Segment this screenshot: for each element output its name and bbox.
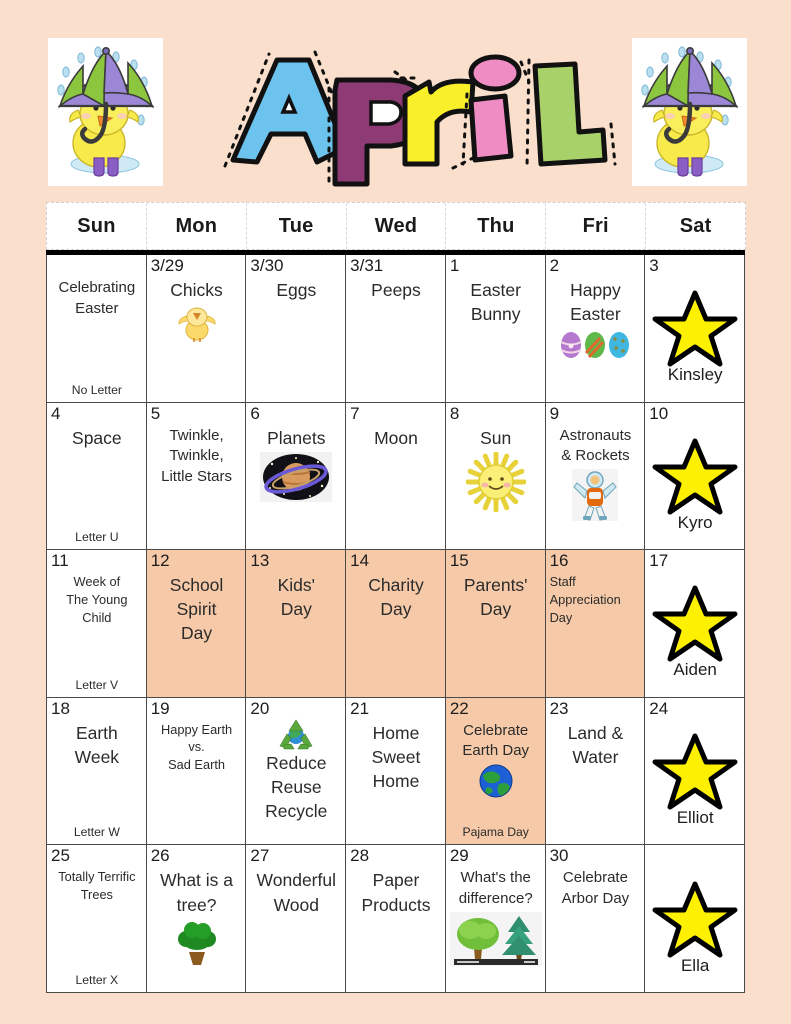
day-footer-text: Letter X — [75, 973, 119, 987]
weekday-header-thu: Thu — [446, 203, 546, 249]
birthday-star — [649, 719, 741, 842]
day-content — [51, 276, 143, 383]
day-number: 15 — [449, 551, 469, 571]
day-number: 20 — [250, 698, 270, 718]
sun-icon — [466, 452, 526, 512]
day-text-line: & Rockets — [561, 447, 630, 465]
day-text-line: Paper — [372, 870, 420, 891]
day-text-line: Products — [361, 894, 431, 915]
day-content — [450, 571, 542, 694]
day-number: 13 — [250, 551, 270, 571]
birthday-star — [649, 866, 741, 989]
day-number: 16 — [549, 551, 569, 571]
day-text-line: Earth — [75, 722, 118, 743]
day-text-line: Charity — [368, 575, 424, 596]
day-text-line: Kids' — [277, 575, 315, 596]
star-label: Elliot — [676, 808, 714, 828]
day-footer-text: Letter W — [73, 825, 120, 840]
day-text-line: What is a — [160, 870, 234, 891]
day-text-line: Sad Earth — [168, 757, 226, 773]
day-content — [450, 276, 542, 399]
calendar-day-cell[interactable] — [546, 845, 646, 993]
day-text-line: Home — [372, 771, 420, 792]
day-content — [450, 719, 542, 826]
day-text-line: vs. — [188, 739, 205, 755]
day-content — [350, 276, 442, 399]
star-label: Kinsley — [667, 365, 723, 385]
day-text-line: Land & — [567, 722, 624, 743]
star-icon — [651, 584, 739, 664]
chick-icon — [177, 304, 217, 342]
day-footer-text: Pajama Day — [462, 825, 529, 840]
day-content — [51, 866, 143, 973]
chick-with-umbrella-icon-right — [632, 38, 747, 186]
easter-eggs-icon — [558, 328, 632, 360]
day-text-line: Astronauts — [559, 426, 632, 444]
calendar-day-cell[interactable] — [546, 698, 646, 846]
calendar-day-cell[interactable] — [446, 698, 546, 846]
day-text-line: Happy Earth — [160, 721, 233, 737]
day-text-line: Arbor Day — [561, 890, 630, 908]
day-text-line: Sun — [480, 427, 512, 448]
calendar-day-cell[interactable] — [546, 403, 646, 551]
calendar-day-cell[interactable] — [147, 698, 247, 846]
birthday-star — [649, 276, 741, 399]
day-text-line: Appreciation — [549, 591, 621, 607]
day-number: 4 — [51, 403, 61, 423]
earth-icon — [479, 764, 513, 798]
day-content — [550, 719, 642, 842]
calendar-day-cell[interactable] — [246, 255, 346, 403]
day-text-line: Week of — [73, 574, 121, 590]
day-footer-text: No Letter — [71, 382, 122, 397]
day-text-line: The Young — [66, 591, 128, 607]
weekday-header-tue: Tue — [247, 203, 347, 249]
day-content — [250, 276, 342, 399]
day-number: 10 — [649, 403, 669, 423]
day-number: 19 — [150, 698, 170, 718]
day-text-line: Parents' — [463, 575, 528, 596]
day-text-line: Chicks — [170, 280, 223, 300]
day-text-line: Home — [372, 722, 420, 743]
birthday-star — [649, 571, 741, 694]
calendar-day-cell[interactable] — [546, 255, 646, 403]
day-content — [550, 866, 642, 989]
calendar-day-cell[interactable] — [246, 550, 346, 698]
day-content — [250, 424, 342, 547]
day-content — [151, 424, 243, 547]
birthday-star — [649, 424, 741, 547]
day-text-line: Moon — [374, 427, 418, 448]
day-text-line: Water — [572, 746, 619, 767]
calendar-day-cell[interactable] — [346, 255, 446, 403]
day-text-line: Easter — [570, 304, 621, 325]
day-content — [450, 866, 542, 989]
day-text-line: Sweet — [371, 746, 421, 767]
day-text-line: Reduce — [266, 752, 327, 773]
day-text-line: Easter — [75, 299, 119, 317]
day-content — [51, 571, 143, 678]
day-number: 24 — [649, 698, 669, 718]
day-text-line: Day — [380, 599, 412, 620]
day-number: 29 — [449, 846, 469, 866]
day-number: 2 — [549, 256, 560, 275]
calendar-day-cell[interactable] — [645, 698, 745, 846]
day-text-line: Earth Day — [462, 742, 530, 760]
day-content — [550, 424, 642, 547]
calendar-grid — [46, 255, 745, 993]
day-number: 3 — [649, 256, 659, 275]
star-icon — [651, 437, 739, 517]
day-text-line: Staff — [549, 574, 576, 590]
day-content — [151, 571, 243, 694]
day-number: 8 — [449, 403, 460, 423]
calendar-day-cell[interactable] — [147, 550, 247, 698]
day-content — [250, 866, 342, 989]
day-number: 9 — [549, 403, 560, 423]
day-content — [550, 276, 642, 399]
day-number: 6 — [250, 403, 260, 423]
day-content — [151, 276, 243, 399]
day-text-line: Bunny — [470, 304, 521, 325]
day-text-line: Spirit — [176, 599, 217, 620]
calendar-day-cell[interactable] — [47, 698, 147, 846]
day-content — [350, 424, 442, 547]
calendar-day-cell[interactable] — [346, 698, 446, 846]
day-text-line: Week — [74, 746, 120, 767]
day-number: 22 — [449, 698, 469, 718]
day-content — [350, 571, 442, 694]
day-number: 23 — [549, 698, 569, 718]
day-content — [450, 424, 542, 547]
day-content — [550, 571, 642, 694]
day-text-line: Wood — [273, 894, 319, 915]
recycle-icon — [278, 719, 314, 751]
day-text-line: Reuse — [270, 776, 322, 797]
calendar-banner — [0, 0, 791, 200]
day-text-line: Eggs — [276, 280, 317, 300]
calendar-day-cell[interactable] — [147, 403, 247, 551]
day-number: 26 — [150, 846, 170, 866]
day-text-line: Planets — [267, 427, 326, 448]
day-number: 21 — [350, 698, 370, 718]
calendar-day-cell[interactable] — [645, 403, 745, 551]
calendar-day-cell[interactable] — [645, 550, 745, 698]
day-footer-text: Letter V — [75, 677, 119, 692]
day-content — [350, 866, 442, 989]
day-text-line: School — [169, 575, 224, 596]
day-number: 14 — [350, 551, 370, 571]
day-number: 3/30 — [250, 256, 284, 275]
day-content — [151, 866, 243, 989]
day-number: 1 — [449, 256, 460, 275]
day-number: 17 — [649, 551, 669, 571]
day-number — [649, 847, 741, 866]
day-text-line: Day — [280, 599, 312, 620]
calendar-day-cell[interactable] — [47, 403, 147, 551]
day-content — [51, 424, 143, 531]
day-text-line: Space — [72, 427, 122, 448]
day-text-line: Celebrate — [463, 721, 529, 739]
calendar-day-cell[interactable] — [147, 255, 247, 403]
weekday-header-fri: Fri — [546, 203, 646, 249]
day-text-line: Happy — [570, 280, 621, 300]
calendar-day-cell[interactable] — [546, 550, 646, 698]
day-text-line: Child — [82, 609, 112, 625]
day-text-line: tree? — [176, 894, 217, 915]
chick-with-umbrella-icon-left — [48, 38, 163, 186]
day-text-line: Little Stars — [161, 467, 232, 485]
star-icon — [651, 289, 739, 369]
star-label: Aiden — [673, 660, 717, 680]
day-text-line: Day — [181, 623, 213, 644]
day-footer-text: Letter U — [75, 530, 119, 545]
day-content — [250, 719, 342, 842]
calendar-day-cell[interactable] — [246, 698, 346, 846]
calendar-day-cell[interactable] — [47, 255, 147, 403]
weekday-header-sat: Sat — [679, 214, 712, 237]
day-number: 30 — [549, 846, 569, 866]
day-number — [51, 257, 143, 276]
planet-icon — [260, 452, 332, 502]
day-number: 5 — [150, 403, 161, 423]
calendar-day-cell[interactable] — [645, 845, 745, 993]
day-number: 3/29 — [150, 256, 184, 275]
star-icon — [651, 732, 739, 812]
day-number: 28 — [350, 846, 370, 866]
day-text-line: Twinkle, — [169, 426, 224, 444]
calendar-day-cell[interactable] — [246, 403, 346, 551]
day-number: 27 — [250, 846, 270, 866]
calendar-day-cell[interactable] — [446, 403, 546, 551]
weekday-header-sun: Sun — [47, 203, 147, 249]
star-label: Kyro — [677, 512, 713, 532]
calendar-day-cell[interactable] — [446, 255, 546, 403]
weekday-header-row — [46, 202, 746, 250]
tree-icon — [175, 919, 219, 965]
day-number: 12 — [150, 551, 170, 571]
day-text-line: Day — [480, 599, 512, 620]
calendar-day-cell[interactable] — [47, 550, 147, 698]
day-text-line: Celebrate — [562, 869, 628, 887]
day-content — [350, 719, 442, 842]
day-content — [51, 719, 143, 826]
weekday-header-mon: Mon — [147, 203, 247, 249]
calendar-day-cell[interactable] — [246, 845, 346, 993]
calendar-day-cell[interactable] — [446, 845, 546, 993]
day-text-line: Wonderful — [256, 870, 336, 891]
day-text-line: difference? — [458, 890, 533, 908]
day-text-line: Easter — [470, 280, 521, 300]
day-number: 7 — [350, 403, 360, 423]
day-text-line: Celebrating — [58, 279, 136, 296]
day-text-line: Recycle — [265, 801, 328, 822]
day-number: 18 — [51, 698, 70, 718]
day-text-line: Peeps — [371, 280, 421, 300]
day-content — [250, 571, 342, 694]
calendar-day-cell[interactable] — [346, 845, 446, 993]
day-number: 11 — [51, 551, 69, 571]
day-text-line: Day — [549, 609, 573, 625]
day-number: 25 — [51, 846, 70, 866]
weekday-header-wed: Wed — [347, 203, 447, 249]
astronaut-icon — [572, 469, 618, 521]
calendar-day-cell[interactable] — [147, 845, 247, 993]
calendar-day-cell[interactable] — [346, 550, 446, 698]
day-number: 3/31 — [350, 256, 384, 275]
calendar-day-cell[interactable] — [446, 550, 546, 698]
day-text-line: Totally Terrific — [58, 869, 136, 885]
day-content — [151, 719, 243, 842]
calendar-day-cell[interactable] — [645, 255, 745, 403]
two-trees-icon — [450, 912, 542, 966]
star-label: Ella — [680, 955, 710, 975]
day-text-line: Trees — [80, 887, 113, 903]
day-text-line: What's the — [460, 869, 531, 887]
calendar-day-cell[interactable] — [346, 403, 446, 551]
calendar-day-cell[interactable] — [47, 845, 147, 993]
page-title — [205, 38, 625, 188]
day-text-line: Twinkle, — [169, 447, 224, 465]
star-icon — [651, 880, 739, 960]
